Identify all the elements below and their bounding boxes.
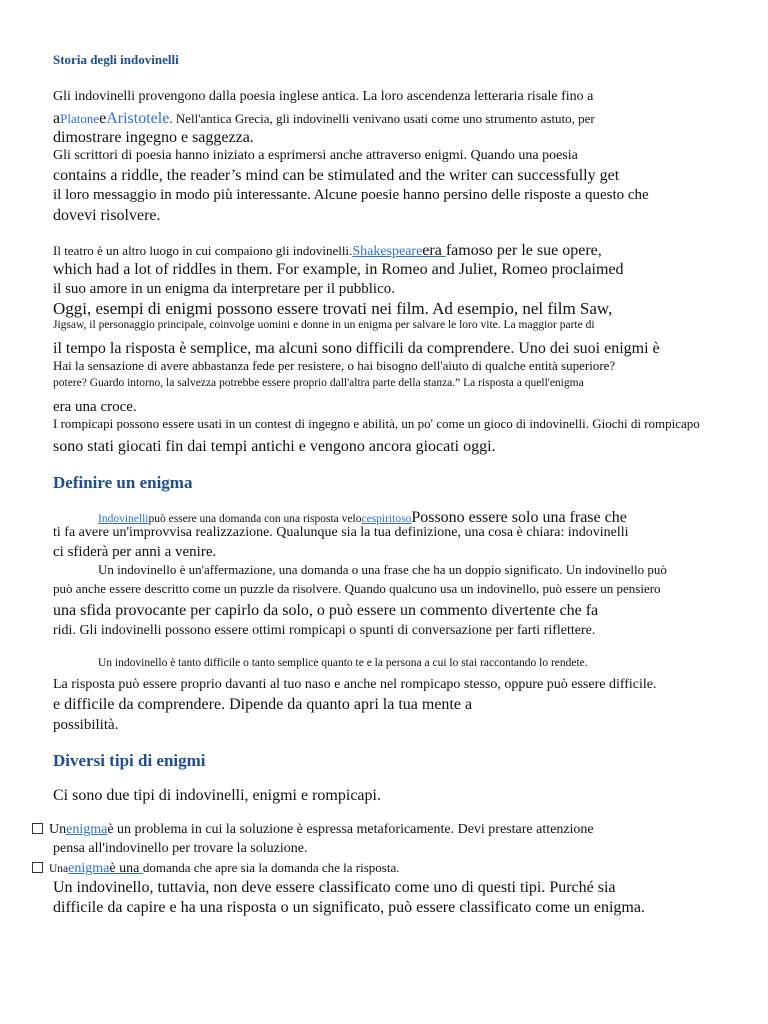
paragraph-line: Ci sono due tipi di indovinelli, enigmi e rompicapi. [53,787,381,804]
text-fragment: Possono essere solo una frase che [411,509,627,526]
section-title-types: Diversi tipi di enigmi [53,751,206,770]
paragraph-line: La risposta può essere proprio davanti al tuo naso e anche nel rompicapo stesso, oppure può essere difficile. [53,677,657,692]
text-fragment: Il teatro è un altro luogo in cui compaiono gli indovinelli. [53,243,353,258]
paragraph-line: difficile da capire e ha una risposta o un significato, può essere classificato come un enigma. [53,899,645,916]
text-fragment: è un problema in cui la soluzione è espressa metaforicamente. Devi prestare attenzione [107,822,594,837]
link-veloce[interactable]: ce [361,513,372,525]
paragraph-line: Hai la sensazione di avere abbastanza fede per resistere, o hai bisogno dell'aiuto di qualche entità superiore? [53,358,616,373]
text-fragment: e [99,110,107,127]
section-title-history: Storia degli indovinelli [53,52,179,67]
section-title-define: Definire un enigma [53,473,193,492]
paragraph-line: il loro messaggio in modo più interessante. Alcune poesie hanno persino delle risposte a questo che [53,187,649,203]
bullet-icon [32,862,43,873]
paragraph-line: Gli scrittori di poesia hanno iniziato a esprimersi anche attraverso enigmi. Quando una poesia [53,148,578,163]
link-platone[interactable]: Platone [60,111,100,126]
text-fragment: Un [49,822,67,837]
paragraph-line: potere? Guardo intorno, la salvezza potrebbe essere proprio dall'altra parte della stanza.” La risposta a quell'enigma [53,377,584,389]
text-fragment: può essere una domanda con una risposta velo [148,513,362,525]
link-enigma[interactable]: enigma [66,822,108,837]
link-indovinelli[interactable]: Indovinelli [98,513,149,525]
paragraph-line [53,242,602,260]
list-item-continuation: pensa all'indovinello per trovare la soluzione. [53,841,308,856]
paragraph-line: sono stati giocati fin dai tempi antichi e vengono ancora giocati oggi. [53,438,496,455]
text-fragment: a [53,110,61,127]
paragraph-line: possibilità. [53,717,119,733]
list-item [32,861,399,877]
text-fragment: . Nell'antica Grecia, gli indovinelli venivano usati come uno strumento astuto, per [169,111,595,126]
text-fragment: è una [109,861,143,876]
paragraph-line: dimostrare ingegno e saggezza. [53,129,254,146]
paragraph-line: ci sfiderà per anni a venire. [53,544,217,560]
paragraph-line [53,110,595,128]
paragraph-line: può anche essere descritto come un puzzle da risolvere. Quando qualcuno usa un indovinello, può essere un pensiero [53,581,661,596]
text-fragment: Una [49,863,69,875]
paragraph-line: contains a riddle, the reader’s mind can be stimulated and the writer can successfully get [53,167,620,184]
paragraph-line: I rompicapi possono essere usati in un contest di ingegno e abilità, un po' come un gioco di indovinelli. Giochi di rompicapo [53,416,700,431]
paragraph-line: ti fa avere un'improvvisa realizzazione. Qualunque sia la tua definizione, una cosa è chiara: indovinelli [53,525,629,540]
paragraph-line: dovevi risolvere. [53,207,161,224]
paragraph-line: una sfida provocante per capirlo da solo, o può essere un commento divertente che fa [53,602,599,619]
paragraph-line: il suo amore in un enigma da interpretare per il pubblico. [53,281,395,297]
text-fragment: domanda che apre sia la domanda che la risposta. [142,860,400,875]
paragraph-line: Oggi, esempi di enigmi possono essere trovati nei film. Ad esempio, nel film Saw, [53,299,613,318]
paragraph-line: Un indovinello, tuttavia, non deve essere classificato come uno di questi tipi. Purché sia [53,879,616,896]
paragraph-line: e difficile da comprendere. Dipende da quanto apri la tua mente a [53,696,473,713]
list-item [32,822,594,838]
paragraph-line: ridi. Gli indovinelli possono essere ottimi rompicapi o spunti di conversazione per farti riflettere. [53,623,596,638]
link-enigma[interactable]: enigma [68,861,110,876]
paragraph-line: Jigsaw, il personaggio principale, coinvolge uomini e donne in un enigma per salvare le loro vite. La maggior parte di [53,319,595,331]
bullet-icon [32,823,43,834]
paragraph-line: era una croce. [53,399,137,415]
paragraph-line: il tempo la risposta è semplice, ma alcuni sono difficili da comprendere. Uno dei suoi enigmi è [53,340,660,357]
link-aristotele[interactable]: Aristotele [106,110,170,127]
paragraph-line: Un indovinello è un'affermazione, una domanda o una frase che ha un doppio significato. Un indovinello può [98,562,667,577]
text-fragment: era [422,242,446,259]
paragraph-line: Gli indovinelli provengono dalla poesia inglese antica. La loro ascendenza letteraria risale fino a [53,89,594,104]
text-fragment: famoso per le sue opere, [445,242,602,259]
paragraph-line: Un indovinello è tanto difficile o tanto semplice quanto te e la persona a cui lo stai raccontando lo rendete. [98,657,588,669]
paragraph-line: which had a lot of riddles in them. For example, in Romeo and Juliet, Romeo proclaimed [53,261,624,278]
link-spiritoso[interactable]: spiritoso [371,513,412,525]
link-shakespeare[interactable]: Shakespeare [352,244,423,259]
